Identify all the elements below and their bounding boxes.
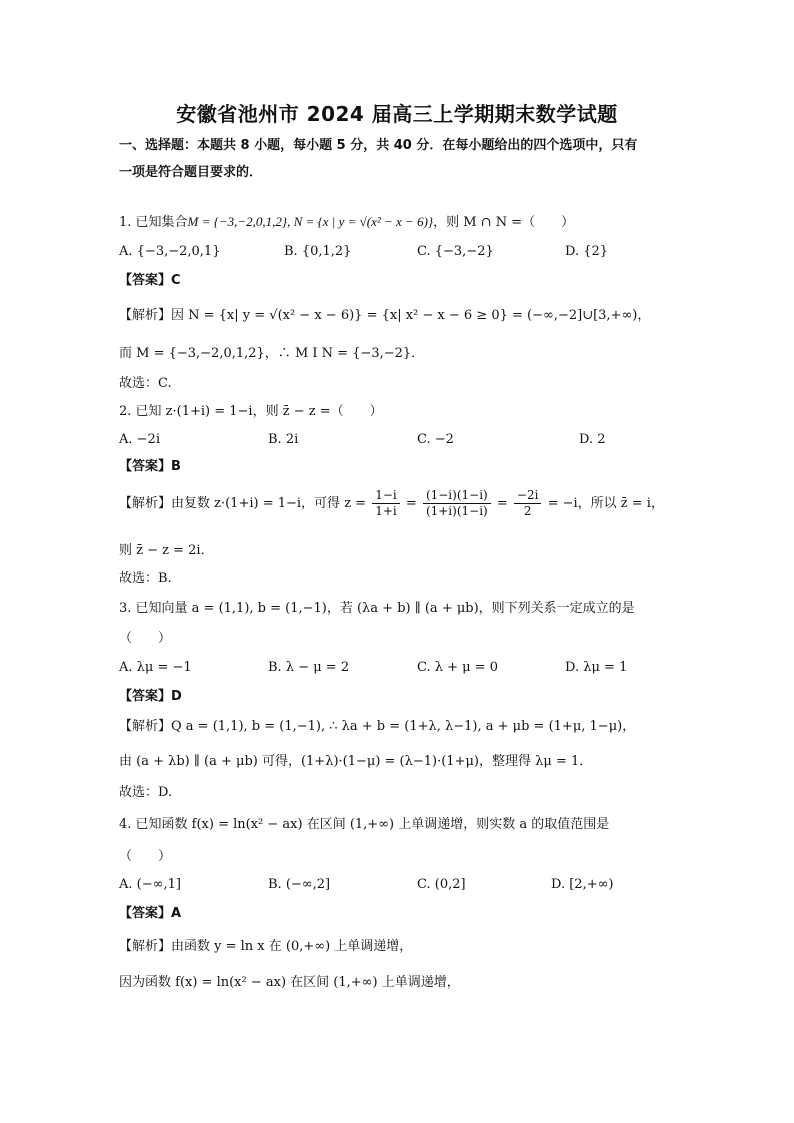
q3-stem-line2: （ ） — [119, 631, 172, 646]
q1-stem-suffix: ，则 M ∩ N =（ ） — [433, 215, 575, 230]
equals-sign: = — [496, 496, 508, 511]
q4-stem-line2: （ ） — [119, 849, 172, 864]
q4-option-b: B. (−∞,2] — [268, 877, 331, 892]
q2-fraction-1-denominator: 1+i — [375, 504, 397, 518]
q3-analysis-line1: 【解析】Q a = (1,1), b = (1,−1), ∴ λa + b = (1+λ, λ−1), a + μb = (1+μ, 1−μ)， — [119, 719, 636, 734]
q1-stem-math: M = {−3,−2,0,1,2}, N = {x | y = √(x² − x − 6)} — [187, 214, 434, 229]
equals-sign: = — [405, 496, 417, 511]
q2-analysis-prefix: 【解析】由复数 z·(1+i) = 1−i，可得 z = — [119, 496, 367, 511]
section-header-line2: 一项是符合题目要求的． — [119, 165, 263, 180]
q2-fraction-3-numerator: −2i — [514, 488, 542, 504]
page-title: 安徽省池州市 2024 届高三上学期期末数学试题 — [176, 102, 618, 126]
q2-analysis-line1 — [119, 488, 664, 519]
q2-analysis-suffix: = −i，所以 z̄ = i， — [547, 496, 664, 511]
q4-option-a: A. (−∞,1] — [119, 877, 181, 892]
q1-option-a: A. {−3,−2,0,1} — [119, 244, 221, 259]
q2-analysis-line2: 则 z̄ − z = 2i． — [119, 543, 214, 558]
q1-stem — [119, 213, 574, 232]
q4-analysis-line2: 因为函数 f(x) = ln(x² − ax) 在区间 (1,+∞) 上单调递增， — [119, 975, 460, 990]
q1-stem-prefix: 1. 已知集合 — [119, 215, 188, 230]
q2-option-b: B. 2i — [268, 432, 299, 447]
q1-analysis-line1: 【解析】因 N = {x| y = √(x² − x − 6)} = {x| x² − x − 6 ≥ 0} = (−∞,−2]∪[3,+∞)， — [119, 308, 651, 323]
q1-answer: 【答案】C — [119, 273, 181, 288]
q1-analysis-line2: 而 M = {−3,−2,0,1,2}，∴ M I N = {−3,−2}． — [119, 346, 425, 361]
q2-fraction-3-denominator: 2 — [523, 504, 532, 518]
q2-fraction-3 — [514, 488, 542, 519]
section-header-line1: 一、选择题：本题共 8 小题，每小题 5 分，共 40 分．在每小题给出的四个选项中，只有 — [119, 138, 638, 153]
q2-fraction-1-numerator: 1−i — [372, 488, 400, 504]
q3-option-b: B. λ − μ = 2 — [268, 660, 350, 675]
q3-conclusion: 故选：D. — [119, 785, 173, 800]
q3-option-a: A. λμ = −1 — [119, 660, 192, 675]
q2-conclusion: 故选：B. — [119, 571, 172, 586]
q1-option-b: B. {0,1,2} — [284, 244, 352, 259]
q4-option-c: C. (0,2] — [417, 877, 466, 892]
q2-fraction-2 — [423, 488, 491, 519]
q1-option-c: C. {−3,−2} — [417, 244, 494, 259]
q3-stem-line1: 3. 已知向量 a = (1,1), b = (1,−1)，若 (λa + b) ∥ (a + μb)，则下列关系一定成立的是 — [119, 601, 635, 616]
q3-option-c: C. λ + μ = 0 — [417, 660, 499, 675]
q4-analysis-line1: 【解析】由函数 y = ln x 在 (0,+∞) 上单调递增， — [119, 939, 413, 954]
q2-stem: 2. 已知 z·(1+i) = 1−i，则 z̄ − z =（ ） — [119, 404, 383, 419]
q4-answer: 【答案】A — [119, 906, 182, 921]
q3-analysis-line2: 由 (a + λb) ∥ (a + μb) 可得，(1+λ)·(1−μ) = (λ−1)·(1+μ)，整理得 λμ = 1． — [119, 754, 593, 769]
q4-stem-line1: 4. 已知函数 f(x) = ln(x² − ax) 在区间 (1,+∞) 上单调递增，则实数 a 的取值范围是 — [119, 817, 610, 832]
q4-option-d: D. [2,+∞) — [551, 877, 614, 892]
q2-fraction-2-denominator: (1+i)(1−i) — [425, 504, 488, 518]
q2-fraction-1 — [372, 488, 400, 519]
q3-option-d: D. λμ = 1 — [565, 660, 628, 675]
q3-answer: 【答案】D — [119, 689, 182, 704]
q1-conclusion: 故选：C. — [119, 376, 172, 391]
q1-option-d: D. {2} — [565, 244, 609, 259]
q2-answer: 【答案】B — [119, 459, 181, 474]
q2-option-c: C. −2 — [417, 432, 454, 447]
q2-option-a: A. −2i — [119, 432, 160, 447]
q2-fraction-2-numerator: (1−i)(1−i) — [423, 488, 491, 504]
q2-option-d: D. 2 — [579, 432, 606, 447]
